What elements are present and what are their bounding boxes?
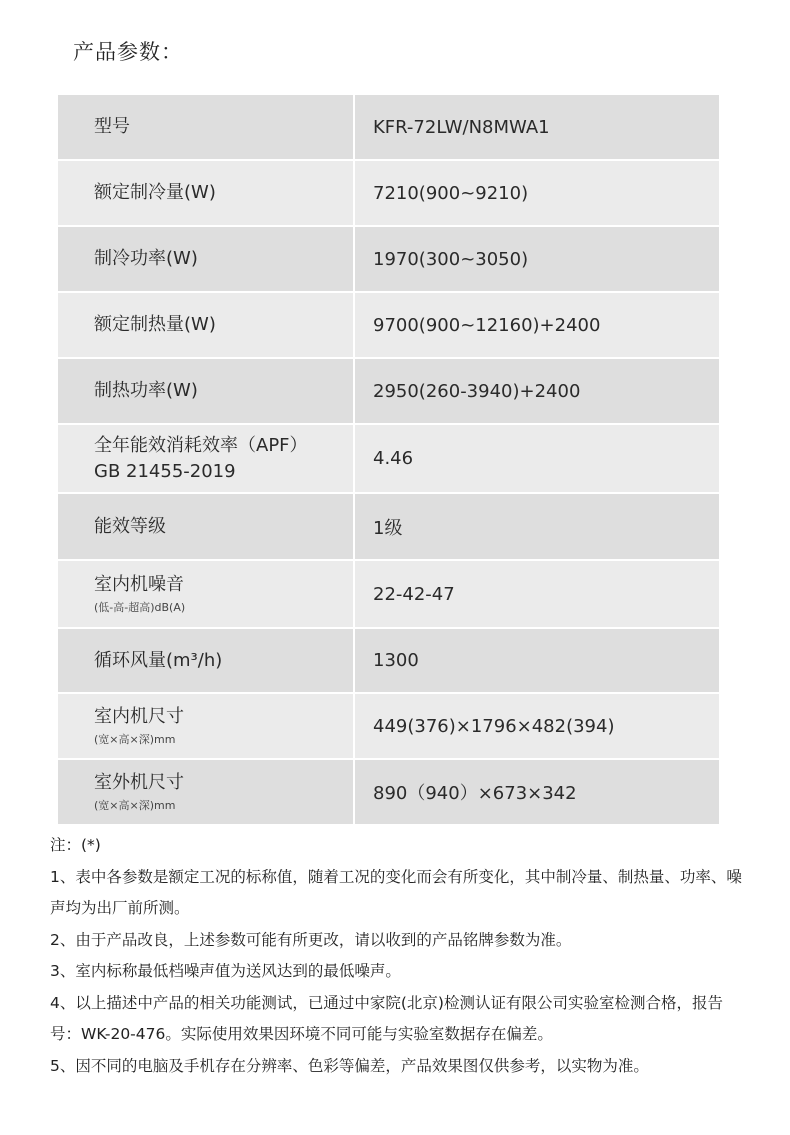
spec-value-cell <box>355 161 719 225</box>
spec-label-cell <box>58 561 355 627</box>
spec-value-cell <box>355 629 719 692</box>
spec-label: 型号 <box>94 116 130 137</box>
spec-value: 1300 <box>373 650 419 671</box>
spec-row-apf <box>58 425 719 494</box>
notes-heading: 注：(*) <box>50 836 101 854</box>
spec-row-heating-capacity <box>58 293 719 359</box>
notes-section <box>50 830 750 1082</box>
spec-value-cell <box>355 95 719 159</box>
spec-row-cooling-power <box>58 227 719 293</box>
spec-value-cell <box>355 694 719 758</box>
spec-label-cell <box>58 95 355 159</box>
spec-label-cell <box>58 494 355 559</box>
spec-label: 能效等级 <box>94 515 166 537</box>
spec-label-sub: (宽×高×深)mm <box>94 799 176 812</box>
spec-value: 9700(900~12160)+2400 <box>373 314 601 336</box>
spec-value: 890（940）×673×342 <box>373 783 577 804</box>
spec-label-cell <box>58 694 355 758</box>
spec-label-standard: GB 21455-2019 <box>94 460 236 482</box>
spec-label: 循环风量(m³/h) <box>94 649 223 671</box>
spec-label: 额定制冷量(W) <box>94 182 216 203</box>
spec-label: 室内机噪音 <box>94 574 184 595</box>
spec-value-cell <box>355 293 719 357</box>
spec-row-heating-power <box>58 359 719 425</box>
spec-label: 全年能效消耗效率（APF） <box>94 434 308 456</box>
spec-row-efficiency-grade <box>58 494 719 561</box>
spec-row-airflow <box>58 629 719 694</box>
spec-value: 22-42-47 <box>373 583 455 605</box>
spec-value: 7210(900~9210) <box>373 182 529 204</box>
spec-value-cell <box>355 760 719 824</box>
spec-value-cell <box>355 561 719 627</box>
spec-label: 额定制热量(W) <box>94 314 216 335</box>
note-item: 3、室内标称最低档噪声值为送风达到的最低噪声。 <box>50 962 401 980</box>
spec-row-cooling-capacity <box>58 161 719 227</box>
spec-label-cell <box>58 760 355 824</box>
page-title: 产品参数： <box>73 40 183 64</box>
spec-label: 室外机尺寸 <box>94 772 184 793</box>
note-item: 2、由于产品改良，上述参数可能有所更改，请以收到的产品铭牌参数为准。 <box>50 930 572 949</box>
spec-row-outdoor-size <box>58 760 719 824</box>
spec-value: 449(376)×1796×482(394) <box>373 715 615 737</box>
spec-row-model <box>58 95 719 161</box>
spec-label-cell <box>58 359 355 423</box>
spec-label: 室内机尺寸 <box>94 706 184 727</box>
spec-table <box>58 95 719 824</box>
spec-label-cell <box>58 425 355 492</box>
spec-row-indoor-size <box>58 694 719 760</box>
spec-label-cell <box>58 629 355 692</box>
spec-value-cell <box>355 227 719 291</box>
spec-label-cell <box>58 161 355 225</box>
spec-value: 1970(300~3050) <box>373 248 529 270</box>
spec-label-cell <box>58 293 355 357</box>
spec-value: 1级 <box>373 517 403 539</box>
spec-value: 4.46 <box>373 448 414 469</box>
note-item: 1、表中各参数是额定工况的标称值，随着工况的变化而会有所变化，其中制冷量、制热量、功率、噪声均为出厂前所测。 <box>50 867 742 917</box>
note-item: 4、以上描述中产品的相关功能测试，已通过中家院(北京)检测认证有限公司实验室检测合格，报告号：WK-20-476。实际使用效果因环境不同可能与实验室数据存在偏差。 <box>50 993 723 1043</box>
spec-label-cell <box>58 227 355 291</box>
spec-value: KFR-72LW/N8MWA1 <box>373 116 550 138</box>
spec-value: 2950(260-3940)+2400 <box>373 380 581 402</box>
spec-value-cell <box>355 425 719 492</box>
spec-value-cell <box>355 359 719 423</box>
note-item: 5、因不同的电脑及手机存在分辨率、色彩等偏差，产品效果图仅供参考，以实物为准。 <box>50 1056 649 1075</box>
spec-label-sub: (低-高-超高)dB(A) <box>94 601 186 614</box>
spec-row-indoor-noise <box>58 561 719 629</box>
spec-label: 制热功率(W) <box>94 380 198 401</box>
spec-label: 制冷功率(W) <box>94 248 198 269</box>
spec-value-cell <box>355 494 719 559</box>
spec-label-sub: (宽×高×深)mm <box>94 733 176 746</box>
